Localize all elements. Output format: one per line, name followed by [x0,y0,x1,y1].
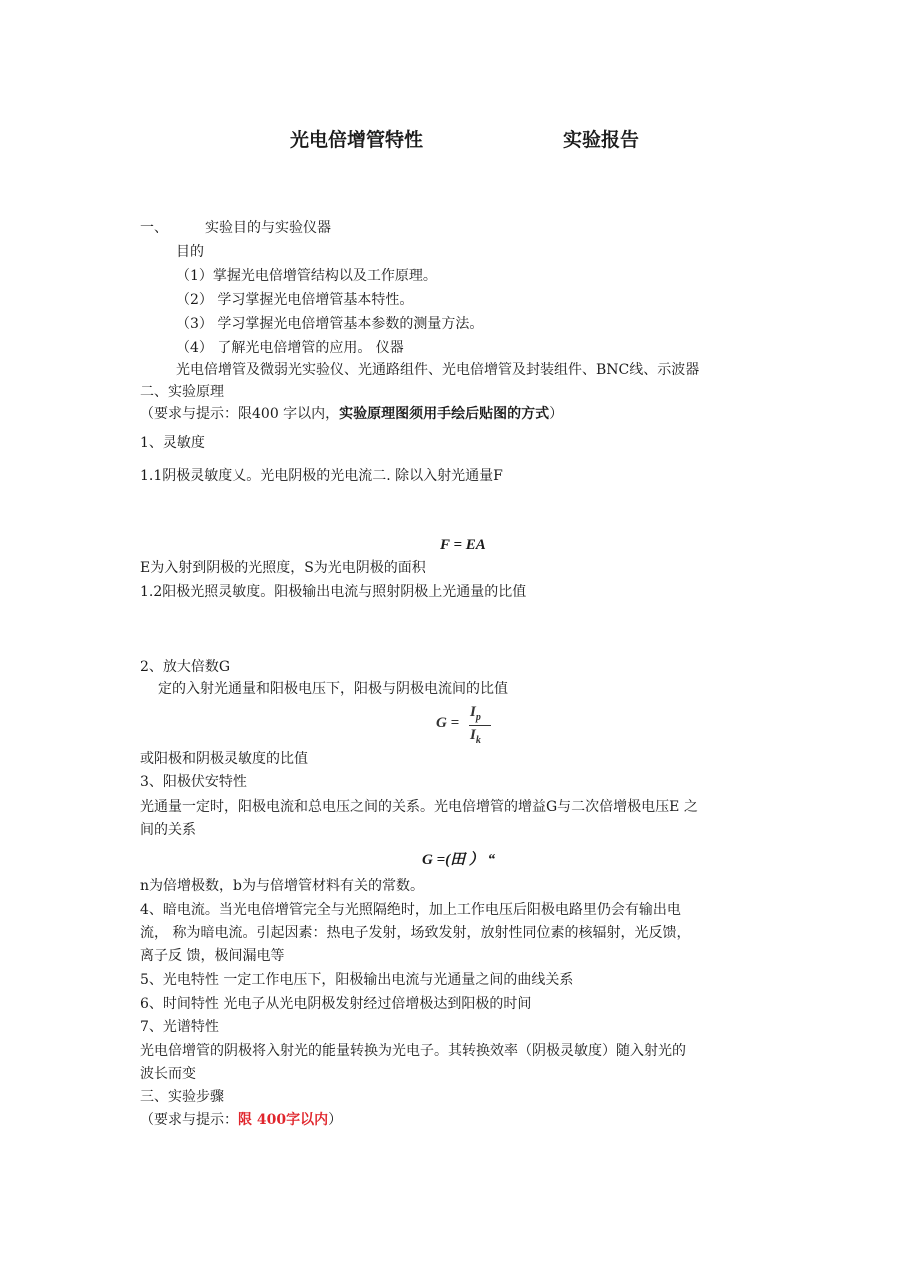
fraction-bar [469,725,491,726]
cathode-sensitivity-text: 1.1阴极灵敏度乂。光电阴极的光电流二. 除以入射光通量F [140,468,503,484]
iv-after: n为倍增极数，b为与倍增管材料有关的常数。 [140,878,424,894]
photoelectric-characteristic: 5、光电特性 一定工作电压下，阳极输出电流与光通量之间的曲线关系 [140,972,574,988]
section2-note [140,404,563,424]
iv-title: 3、阳极伏安特性 [140,774,247,790]
fraction-numerator [470,704,481,723]
section2-note-bold: 实验原理图须用手绘后贴图的方式 [339,406,550,422]
gain-after: 或阳极和阴极灵敏度的比值 [140,751,308,767]
gain-title: 2、放大倍数G [140,659,231,675]
dark-current-line-2: 流， 称为暗电流。引起因素：热电子发射，场致发射，放射性同位素的核辐射，光反馈， [140,925,691,941]
section3-heading: 三、实验步骤 [140,1089,224,1105]
fraction-den-symbol: I [470,727,476,743]
formula-gain-fraction [436,704,506,748]
illuminance-desc: E为入射到阴极的光照度，S为光电阴极的面积 [140,560,426,576]
anode-sensitivity-text: 1.2阳极光照灵敏度。阳极输出电流与照射阴极上光通量的比值 [140,584,527,600]
time-characteristic: 6、时间特性 光电子从光电阴极发射经过倍增极达到阳极的时间 [140,996,532,1012]
title-left: 光电倍增管特性 [290,129,424,151]
dark-current-line-1: 4、暗电流。当光电倍增管完全与光照隔绝时，加上工作电压后阳极电路里仍会有输出电 [140,902,681,918]
purpose-item-2: （2） 学习掌握光电倍增管基本特性。 [176,292,414,308]
section2-heading: 二、实验原理 [140,384,224,400]
formula-gain-voltage: G =(田 ） “ [422,852,496,868]
fraction-lhs: G = [436,715,460,731]
section2-note-suffix: ） [549,406,564,422]
purpose-item-3: （3） 学习掌握光电倍增管基本参数的测量方法。 [176,316,484,332]
section2-note-prefix: （要求与提示：限400 字以内， [140,406,340,422]
purpose-label: 目的 [176,244,204,260]
spectral-line-2: 波长而变 [140,1066,196,1082]
fraction-num-sub: p [475,712,481,723]
sensitivity-title: 1、灵敏度 [140,435,205,451]
purpose-item-1: （1）掌握光电倍增管结构以及工作原理。 [176,268,437,284]
iv-line-1: 光通量一定时，阳极电流和总电压之间的关系。光电倍增管的增益G与二次倍增极电压E 之 [140,799,698,815]
formula-flux: F = EA [440,537,486,553]
section1-heading: 实验目的与实验仪器 [205,220,331,236]
fraction-num-symbol: I [470,704,476,720]
gain-desc: 定的入射光通量和阳极电压下，阳极与阴极电流间的比值 [158,681,508,697]
dark-current-line-3: 离子反 馈，极间漏电等 [140,948,285,964]
fraction-den-sub: k [475,735,481,746]
section1-number: 一、 [140,220,168,236]
fraction-denominator [470,727,481,746]
section3-note-prefix: （要求与提示： [140,1112,238,1128]
instruments-text: 光电倍增管及微弱光实验仪、光通路组件、光电倍增管及封装组件、BNC线、示波器 [176,362,700,378]
iv-line-2: 间的关系 [140,822,196,838]
section3-note-red: 限 400字以内 [238,1112,329,1128]
section3-note [140,1110,342,1130]
purpose-item-4: （4） 了解光电倍增管的应用。 仪器 [176,340,404,356]
spectral-line-1: 光电倍增管的阴极将入射光的能量转换为光电子。其转换效率（阴极灵敏度）随入射光的 [140,1043,686,1059]
title-right: 实验报告 [563,129,640,151]
section3-note-suffix: ） [328,1112,343,1128]
spectral-title: 7、光谱特性 [140,1019,219,1035]
